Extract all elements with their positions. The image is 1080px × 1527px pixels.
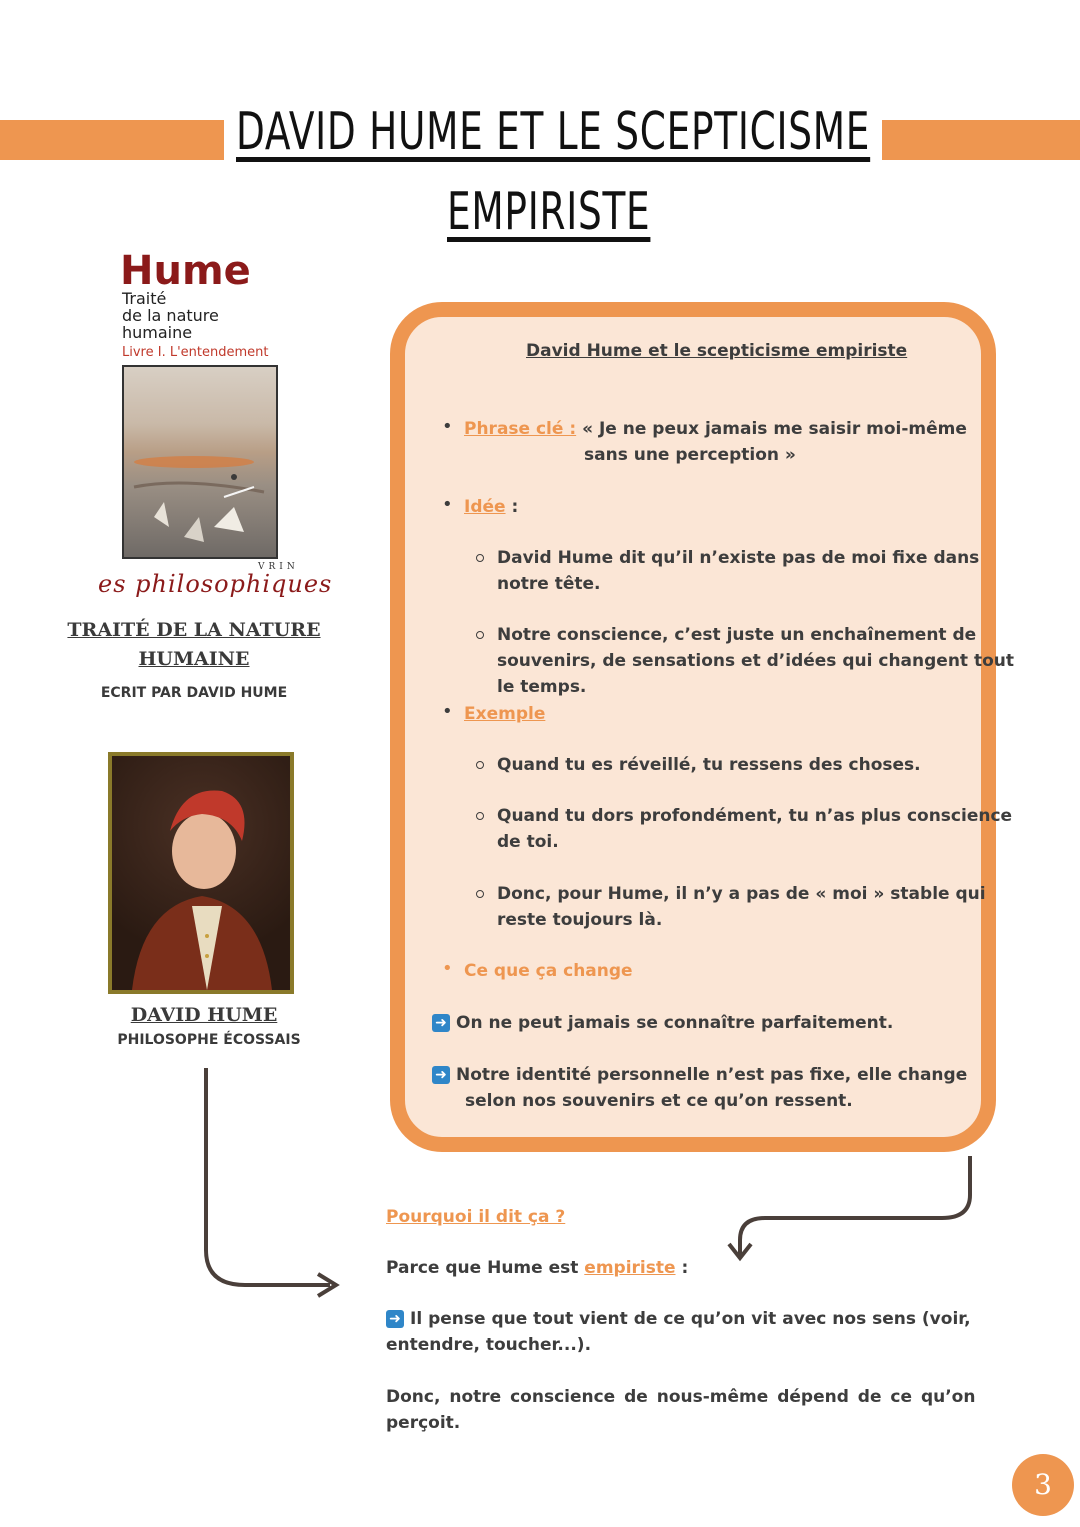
book-caption-l2: HUMAINE [138,648,250,670]
because-line [386,1255,688,1281]
page-title-line2: EMPIRISTE [447,182,651,242]
question-heading: Pourquoi il dit ça ? [386,1207,566,1227]
because-text: Parce que Hume est [386,1258,579,1278]
portrait-painting [108,752,294,994]
header-bar-left [0,120,224,160]
idee-1-l1: David Hume dit qu’il n’existe pas de moi fixe dans [497,548,980,568]
publisher-label: VRIN [258,562,299,572]
arrow-right-box-icon: ➜ [432,1066,450,1084]
sens-l1: Il pense que tout vient de ce qu’on vit avec nos sens (voir, [410,1309,971,1329]
sub-bullet [476,631,484,639]
exemple-1: Quand tu es réveillé, tu ressens des choses. [497,755,921,775]
exemple-2-l2: de toi. [497,832,559,852]
book-subtitle-l1: Traité [122,289,167,308]
page-number: 3 [1012,1454,1074,1516]
donc-l2: perçoit. [386,1413,461,1433]
series-label: es philosophiques [98,570,333,598]
idee-label: Idée [464,497,506,517]
exemple-2-l1: Quand tu dors profondément, tu n’as plus conscience [497,806,1013,826]
exemple-3-l2: reste toujours là. [497,910,663,930]
bullet-dot: • [442,701,453,722]
book-subtitle [122,290,219,341]
empiriste-link: empiriste [584,1258,676,1278]
idee-1 [497,545,979,597]
sens-l2: entendre, toucher...). [386,1335,592,1355]
header-bar-right [882,120,1080,160]
book-caption-l1: TRAITÉ DE LA NATURE [67,619,321,641]
portrait-role: PHILOSOPHE ÉCOSSAIS [117,1032,301,1048]
sub-bullet [476,890,484,898]
donc-l1: Donc, notre conscience de nous-même dépend de ce qu’on [386,1387,976,1407]
arrow-right-box-icon: ➜ [386,1310,404,1328]
change-2-l1: Notre identité personnelle n’est pas fixe, elle change [456,1065,968,1085]
book-subtitle-l3: humaine [122,323,193,342]
page-title-line1: DAVID HUME ET LE SCEPTICISME [236,102,871,162]
bullet-dot: • [442,494,453,515]
change-label: Ce que ça change [464,961,633,981]
because-colon: : [675,1258,689,1278]
sub-bullet [476,761,484,769]
change-2-l2: selon nos souvenirs et ce qu’on ressent. [465,1091,853,1111]
change-1: On ne peut jamais se connaître parfaitement. [456,1013,894,1033]
book-author: Hume [120,248,251,294]
bullet-dot: • [442,416,453,437]
curved-arrow-icon [190,1060,350,1300]
phrase-line2: sans une perception » [584,445,796,465]
phrase-label: Phrase clé : [464,419,577,439]
exemple-label: Exemple [464,704,546,724]
phrase-text: « Je ne peux jamais me saisir moi-même [582,419,967,439]
exemple-3-l1: Donc, pour Hume, il n’y a pas de « moi » stable qui [497,884,986,904]
sub-bullet [476,554,484,562]
curved-arrow-icon [720,1150,980,1270]
idee-2-l1: Notre conscience, c’est juste un enchaînement de [497,625,977,645]
exemple-2 [497,803,1012,855]
book-livre: Livre I. L'entendement [122,345,269,360]
idee-2-l2: souvenirs, de sensations et d’idées qui changent tout [497,651,1014,671]
arrow-right-box-icon: ➜ [432,1014,450,1032]
book-cover-painting [122,365,278,559]
idee-1-l2: notre tête. [497,574,601,594]
idee-2-l3: le temps. [497,677,587,697]
sub-bullet [476,812,484,820]
portrait-name: DAVID HUME [130,1004,278,1026]
phrase-line1 [464,416,967,442]
painting-illustration [124,367,276,557]
exemple-3 [497,881,986,933]
portrait-illustration [112,756,290,990]
idee-label-line: Idée : [464,497,519,517]
idee-2 [497,622,1014,700]
book-byline: ECRIT PAR DAVID HUME [100,685,288,701]
card-heading: David Hume et le scepticisme empiriste [526,341,908,361]
book-subtitle-l2: de la nature [122,306,219,325]
book-caption [60,616,328,674]
bullet-dot: • [442,958,453,979]
